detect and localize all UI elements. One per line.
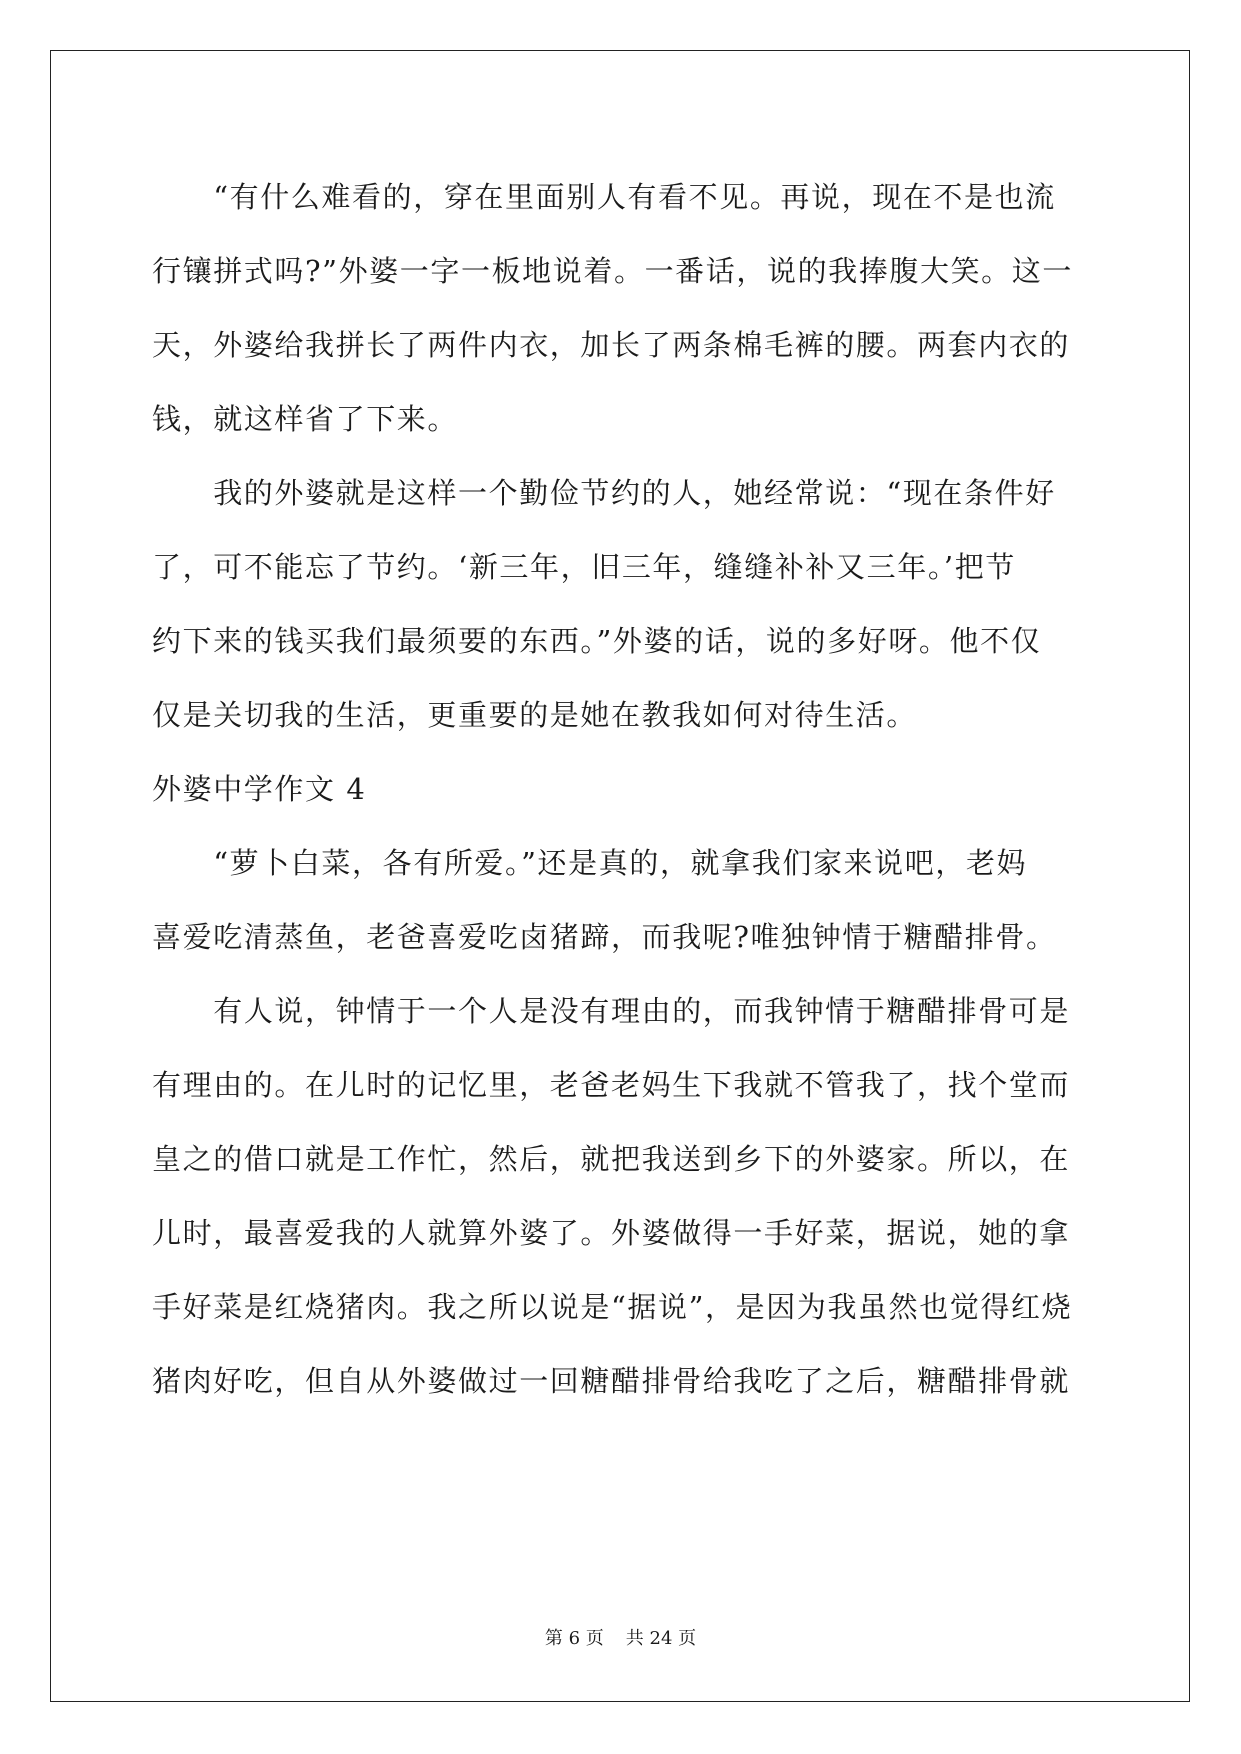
paragraph-line: 有理由的。在儿时的记忆里，老爸老妈生下我就不管我了，找个堂而: [152, 1068, 1071, 1102]
page-footer: [0, 1624, 1241, 1650]
paragraph-line: 我的外婆就是这样一个勤俭节约的人，她经常说：“现在条件好: [152, 476, 1056, 510]
paragraph-line: 猪肉好吃，但自从外婆做过一回糖醋排骨给我吃了之后，糖醋排骨就: [152, 1364, 1071, 1398]
paragraph-line: “有什么难看的，穿在里面别人有看不见。再说，现在不是也流: [152, 180, 1056, 214]
paragraph-line: 手好菜是红烧猪肉。我之所以说是“据说”，是因为我虽然也觉得红烧: [152, 1290, 1073, 1324]
paragraph-line: 有人说，钟情于一个人是没有理由的，而我钟情于糖醋排骨可是: [152, 994, 1071, 1028]
document-body: [152, 160, 1092, 1418]
paragraph-line: 儿时，最喜爱我的人就算外婆了。外婆做得一手好菜，据说，她的拿: [152, 1216, 1071, 1250]
paragraph-line: 皇之的借口就是工作忙，然后，就把我送到乡下的外婆家。所以，在: [152, 1142, 1071, 1176]
paragraph-line: 喜爱吃清蒸鱼，老爸喜爱吃卤猪蹄，而我呢?唯独钟情于糖醋排骨。: [152, 920, 1057, 954]
section-heading: 外婆中学作文 4: [152, 772, 367, 806]
paragraph-line: 约下来的钱买我们最须要的东西。”外婆的话，说的多好呀。他不仅: [152, 624, 1042, 658]
page-number-total: 共 24 页: [625, 1628, 697, 1649]
paragraph-line: 钱，就这样省了下来。: [152, 402, 459, 436]
paragraph-line: “萝卜白菜，各有所爱。”还是真的，就拿我们家来说吧，老妈: [152, 846, 1028, 880]
paragraph-line: 仅是关切我的生活，更重要的是她在教我如何对待生活。: [152, 698, 918, 732]
paragraph-line: 行镶拼式吗?”外婆一字一板地说着。一番话，说的我捧腹大笑。这一: [152, 254, 1073, 288]
paragraph-line: 了，可不能忘了节约。‘新三年，旧三年，缝缝补补又三年。’把节: [152, 550, 1016, 584]
paragraph-line: 天，外婆给我拼长了两件内衣，加长了两条棉毛裤的腰。两套内衣的: [152, 328, 1071, 362]
page-number-current: 第 6 页: [544, 1628, 604, 1649]
